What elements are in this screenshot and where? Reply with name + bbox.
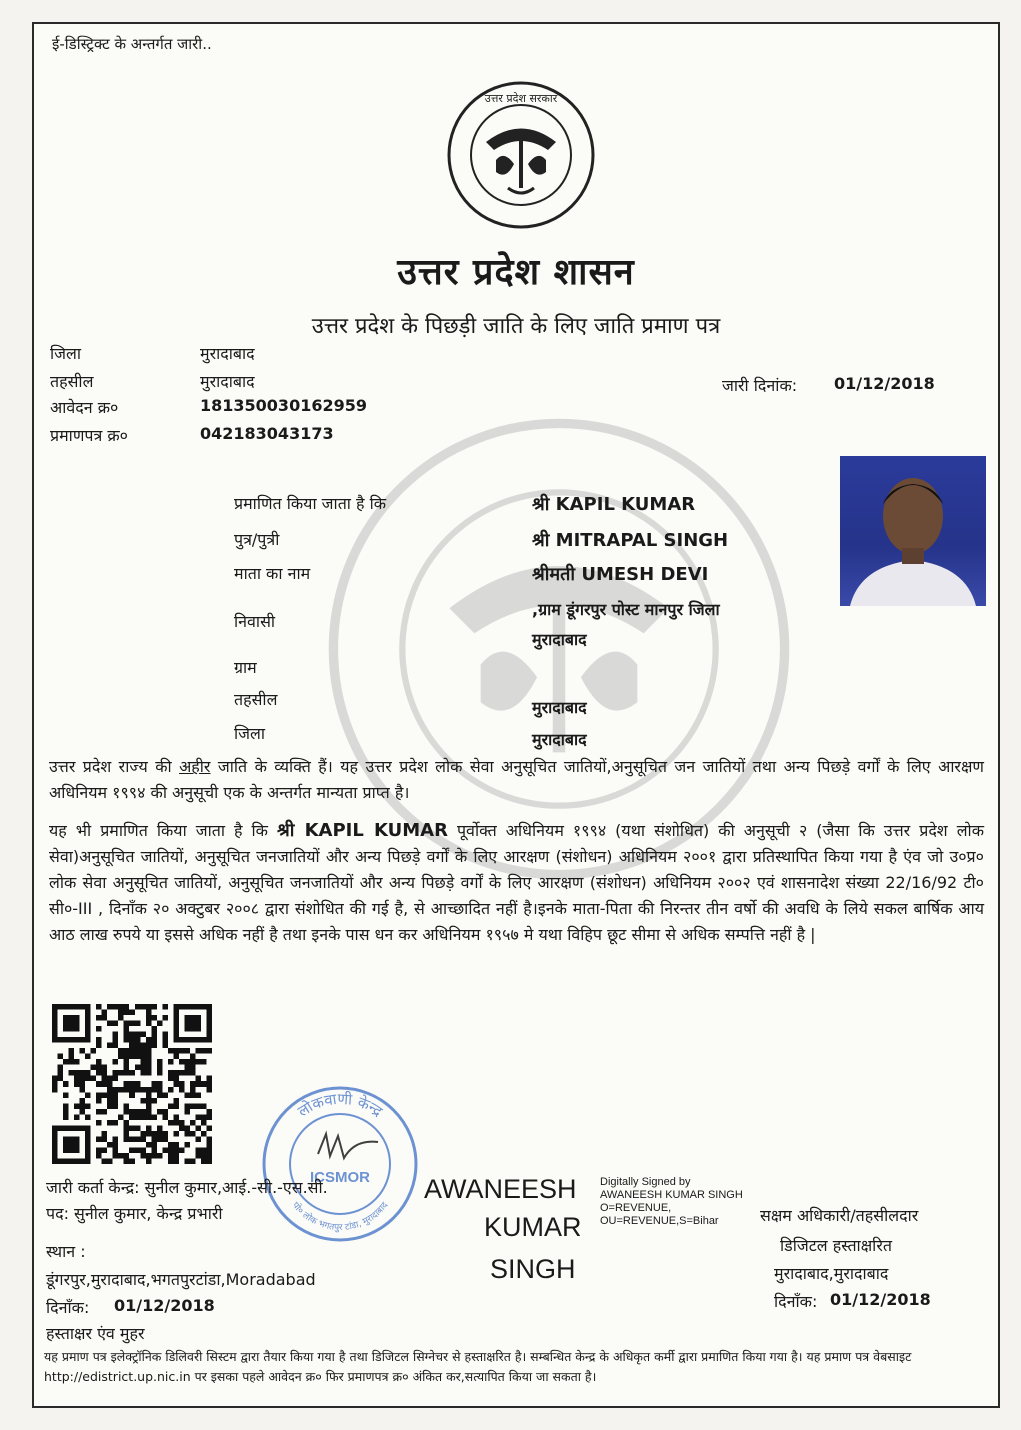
detail-district-label: जिला bbox=[234, 724, 266, 743]
header-note: ई-डिस्ट्रिक्ट के अन्तर्गत जारी.. bbox=[52, 35, 212, 53]
certified-label: प्रमाणित किया जाता है कि bbox=[234, 494, 387, 513]
authority-date-value: 01/12/2018 bbox=[830, 1290, 931, 1309]
seal-bottom-text: पो० लोक भगतपुर टांडा, मुरादाबाद bbox=[289, 1200, 391, 1234]
mother-name-value: श्रीमती UMESH DEVI bbox=[532, 564, 709, 585]
mother-label: माता का नाम bbox=[234, 564, 311, 583]
issue-date-label: जारी दिनांक: bbox=[722, 376, 798, 395]
footer-note: यह प्रमाण पत्र इलेक्ट्रॉनिक डिलिवरी सिस्टम द्वारा तैयार किया गया है तथा डिजिटल सिग्नेचर से हस्ताक्षरित है। सम्बन्धित केन्द्र के अधिकृत कर्मी द्वारा प्रमाणित किया गया है। यह प्रमाण पत्र वेबसाइट http://edistrict.up.nic.in पर इसका पहले आवेदन क्र० फिर प्रमाणपत्र क्र० अंकित कर,सत्यापित किया जा सकता है। bbox=[44, 1349, 912, 1384]
certificate-number-label: प्रमाणपत्र क्र० bbox=[50, 426, 128, 445]
signer-name-line1: AWANEESH bbox=[424, 1174, 577, 1204]
resident-label: निवासी bbox=[234, 612, 276, 631]
signer-name-line3: SINGH bbox=[490, 1254, 576, 1284]
authority-location: मुरादाबाद,मुरादाबाद bbox=[774, 1264, 889, 1283]
district-value: मुरादाबाद bbox=[200, 344, 255, 363]
certificate-sheet bbox=[32, 22, 1000, 1408]
issuer-post-line: पद: सुनील कुमार, केन्द्र प्रभारी bbox=[46, 1204, 223, 1223]
issuer-date-label: दिनाँक: bbox=[46, 1298, 90, 1317]
tehsil-label: तहसील bbox=[50, 372, 94, 391]
detail-tehsil-value: मुरादाबाद bbox=[532, 698, 587, 717]
signature-seal-label: हस्ताक्षर एंव मुहर bbox=[46, 1324, 145, 1343]
official-seal-stamp bbox=[260, 1084, 420, 1244]
detail-tehsil-label: तहसील bbox=[234, 690, 278, 709]
resident-value-line1: ,ग्राम डूंगरपुर पोस्ट मानपुर जिला bbox=[532, 600, 720, 619]
up-government-emblem-icon bbox=[446, 80, 596, 230]
certified-name-value: श्री KAPIL KUMAR bbox=[532, 494, 696, 515]
detail-district-value: मुरादाबाद bbox=[532, 730, 587, 749]
qr-code bbox=[52, 1004, 212, 1164]
authority-title: सक्षम अधिकारी/तहसीलदार bbox=[760, 1206, 919, 1225]
applicant-photo bbox=[840, 456, 986, 606]
district-label: जिला bbox=[50, 344, 82, 363]
tehsil-value: मुरादाबाद bbox=[200, 372, 255, 391]
svg-text:पो० लोक भगतपुर टांडा, मुरादाबा bbox=[290, 1199, 391, 1233]
place-label: स्थान : bbox=[46, 1242, 86, 1261]
son-label: पुत्र/पुत्री bbox=[234, 530, 280, 549]
person-icon bbox=[840, 456, 986, 606]
caste-paragraph-prefix: उत्तर प्रदेश राज्य की bbox=[49, 757, 180, 776]
signer-name-line2: KUMAR bbox=[484, 1212, 582, 1242]
certification-paragraph bbox=[49, 818, 984, 948]
issuer-date-value: 01/12/2018 bbox=[114, 1296, 215, 1315]
caste-paragraph bbox=[49, 754, 984, 806]
certification-paragraph-prefix: यह भी प्रमाणित किया जाता है कि bbox=[49, 821, 277, 840]
seal-top-text: लोकवाणी केन्द्र bbox=[294, 1089, 386, 1121]
caste-paragraph-suffix: जाति के व्यक्ति हैं। यह उत्तर प्रदेश लोक सेवा अनुसूचित जातियों,अनुसूचित जन जातियों तथा अन्य पिछड़े वर्गों के लिए आरक्षण अधिनियम १९९४ की अनुसूची एक के अन्तर्गत मान्यता प्राप्त है। bbox=[49, 757, 984, 802]
certificate-subtitle: उत्तर प्रदेश के पिछड़ी जाति के लिए जाति प्रमाण पत्र bbox=[311, 314, 721, 339]
resident-value-line2: मुरादाबाद bbox=[532, 630, 587, 649]
page-title: उत्तर प्रदेश शासन bbox=[397, 252, 635, 293]
digital-signature-detail: Digitally Signed by AWANEESH KUMAR SINGH O=REVENUE, OU=REVENUE,S=Bihar bbox=[600, 1176, 743, 1227]
village-label: ग्राम bbox=[234, 658, 257, 677]
caste-name: अहीर bbox=[179, 757, 211, 776]
certification-paragraph-name: श्री KAPIL KUMAR bbox=[276, 820, 448, 841]
issuing-center-line: जारी कर्ता केन्द्र: सुनील कुमार,आई.-सी.-एस.सी. bbox=[46, 1178, 328, 1197]
place-value: डूंगरपुर,मुरादाबाद,भगतपुरटांडा,Moradabad bbox=[46, 1270, 316, 1289]
issue-date-value: 01/12/2018 bbox=[834, 374, 935, 393]
authority-signed: डिजिटल हस्ताक्षरित bbox=[780, 1236, 892, 1255]
father-name-value: श्री MITRAPAL SINGH bbox=[532, 530, 729, 551]
application-number-value: 181350030162959 bbox=[200, 396, 367, 415]
application-number-label: आवेदन क्र० bbox=[50, 398, 119, 417]
certificate-number-value: 042183043173 bbox=[200, 424, 334, 443]
authority-date-label: दिनाँक: bbox=[774, 1292, 818, 1311]
certification-paragraph-body: पूर्वोक्त अधिनियम १९९४ (यथा संशोधित) की अनुसूची २ (जैसा कि उत्तर प्रदेश लोक सेवा)अनुसूचित जातियों, अनुसूचित जनजातियों और अन्य पिछड़े वर्गों के लिए आरक्षण (संशोधन) अधिनियम २००१ द्वारा प्रतिस्थापित किया गया है एंव जो उ०प्र० लोक सेवा अनुसूचित जातियों, अनुसूचित जनजातियों और अन्य पिछड़े वर्गों के लिए आरक्षण (संशोधन) अधिनियम २००२ एवं शासनादेश संख्या 22/16/92 टी० सी०-III , दिनाँक २० अक्टुबर २००८ द्वारा संशोधित की गई है, से आच्छादित नहीं है।इनके माता-पिता की निरन्तर तीन वर्षो की अवधि के लिये सकल बार्षिक आय आठ लाख रुपये या इससे अधिक नहीं है तथा इनके पास धन कर अधिनियम १९५७ मे यथा विहिप छूट सीमा से अधिक सम्पत्ति नहीं है | bbox=[49, 821, 984, 944]
seal-center-text: ICSMOR bbox=[310, 1169, 370, 1186]
emblem-ring-text: उत्तर प्रदेश सरकार bbox=[484, 92, 558, 105]
